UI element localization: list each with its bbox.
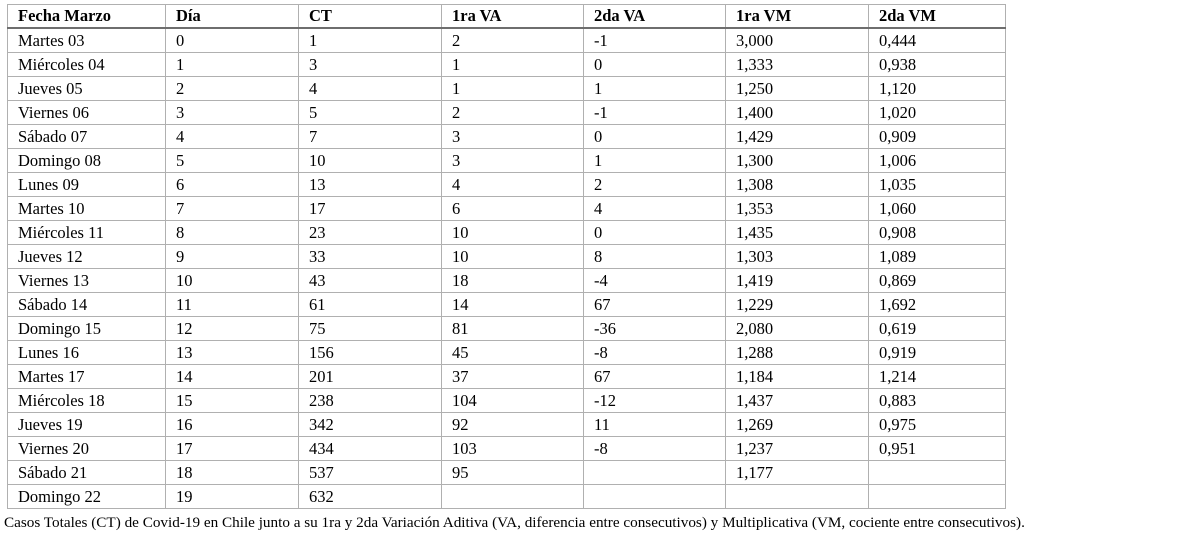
cell-dia: 1 bbox=[166, 53, 299, 77]
cell-vm1: 1,237 bbox=[726, 437, 869, 461]
cell-fecha: Jueves 05 bbox=[8, 77, 166, 101]
cell-va1: 1 bbox=[442, 53, 584, 77]
cell-vm2: 0,951 bbox=[869, 437, 1006, 461]
cell-dia: 5 bbox=[166, 149, 299, 173]
cell-dia: 16 bbox=[166, 413, 299, 437]
cell-va2: 11 bbox=[584, 413, 726, 437]
cell-dia: 0 bbox=[166, 28, 299, 53]
cell-vm1: 1,184 bbox=[726, 365, 869, 389]
cell-vm2: 0,908 bbox=[869, 221, 1006, 245]
cell-vm1: 3,000 bbox=[726, 28, 869, 53]
cell-dia: 18 bbox=[166, 461, 299, 485]
cell-fecha: Martes 17 bbox=[8, 365, 166, 389]
cell-vm1: 1,437 bbox=[726, 389, 869, 413]
cell-ct: 7 bbox=[299, 125, 442, 149]
cell-vm1: 1,429 bbox=[726, 125, 869, 149]
table-row bbox=[8, 245, 1006, 269]
cell-fecha: Sábado 21 bbox=[8, 461, 166, 485]
cell-vm1: 1,177 bbox=[726, 461, 869, 485]
table-row bbox=[8, 53, 1006, 77]
cell-fecha: Domingo 22 bbox=[8, 485, 166, 509]
cell-ct: 13 bbox=[299, 173, 442, 197]
table-row bbox=[8, 317, 1006, 341]
cell-va2: -1 bbox=[584, 28, 726, 53]
cell-vm1: 1,229 bbox=[726, 293, 869, 317]
table-row bbox=[8, 125, 1006, 149]
cell-va1: 95 bbox=[442, 461, 584, 485]
cell-fecha: Miércoles 18 bbox=[8, 389, 166, 413]
table-row bbox=[8, 77, 1006, 101]
table-row bbox=[8, 173, 1006, 197]
table-row bbox=[8, 293, 1006, 317]
cell-dia: 9 bbox=[166, 245, 299, 269]
cell-va2: -8 bbox=[584, 437, 726, 461]
cell-vm2: 1,035 bbox=[869, 173, 1006, 197]
cell-vm1: 1,288 bbox=[726, 341, 869, 365]
cell-vm2: 0,619 bbox=[869, 317, 1006, 341]
cell-va2 bbox=[584, 485, 726, 509]
cell-fecha: Martes 03 bbox=[8, 28, 166, 53]
cell-ct: 10 bbox=[299, 149, 442, 173]
cell-vm2: 0,975 bbox=[869, 413, 1006, 437]
cell-vm1 bbox=[726, 485, 869, 509]
cell-ct: 4 bbox=[299, 77, 442, 101]
cell-dia: 4 bbox=[166, 125, 299, 149]
cell-va1: 4 bbox=[442, 173, 584, 197]
cell-va2: 1 bbox=[584, 77, 726, 101]
cell-va2: 1 bbox=[584, 149, 726, 173]
cell-va2: 0 bbox=[584, 125, 726, 149]
cell-ct: 23 bbox=[299, 221, 442, 245]
column-header-va2: 2da VA bbox=[584, 5, 726, 29]
cell-dia: 2 bbox=[166, 77, 299, 101]
table-body bbox=[8, 28, 1006, 509]
column-header-vm2: 2da VM bbox=[869, 5, 1006, 29]
cell-fecha: Sábado 07 bbox=[8, 125, 166, 149]
cell-dia: 14 bbox=[166, 365, 299, 389]
covid-cases-table bbox=[7, 4, 1006, 509]
cell-va2: 0 bbox=[584, 221, 726, 245]
table-row bbox=[8, 389, 1006, 413]
cell-vm2: 1,006 bbox=[869, 149, 1006, 173]
cell-vm2: 0,938 bbox=[869, 53, 1006, 77]
table-caption: Casos Totales (CT) de Covid-19 en Chile junto a su 1ra y 2da Variación Aditiva (VA, diferencia entre consecutivos) y Multiplicativa (VM, cociente entre consecutivos). bbox=[4, 514, 1025, 531]
table-row bbox=[8, 221, 1006, 245]
cell-va1: 6 bbox=[442, 197, 584, 221]
cell-va2: 0 bbox=[584, 53, 726, 77]
cell-vm2 bbox=[869, 485, 1006, 509]
cell-va1: 37 bbox=[442, 365, 584, 389]
cell-va2: -36 bbox=[584, 317, 726, 341]
cell-va1 bbox=[442, 485, 584, 509]
cell-vm2: 1,060 bbox=[869, 197, 1006, 221]
cell-vm1: 1,300 bbox=[726, 149, 869, 173]
cell-fecha: Sábado 14 bbox=[8, 293, 166, 317]
cell-dia: 3 bbox=[166, 101, 299, 125]
cell-vm1: 1,308 bbox=[726, 173, 869, 197]
cell-dia: 7 bbox=[166, 197, 299, 221]
cell-va1: 14 bbox=[442, 293, 584, 317]
cell-va2: -8 bbox=[584, 341, 726, 365]
cell-dia: 8 bbox=[166, 221, 299, 245]
table-row bbox=[8, 485, 1006, 509]
cell-dia: 17 bbox=[166, 437, 299, 461]
cell-va2: 8 bbox=[584, 245, 726, 269]
cell-va1: 81 bbox=[442, 317, 584, 341]
cell-vm1: 1,353 bbox=[726, 197, 869, 221]
cell-vm1: 1,269 bbox=[726, 413, 869, 437]
cell-va1: 3 bbox=[442, 149, 584, 173]
cell-ct: 434 bbox=[299, 437, 442, 461]
table-row bbox=[8, 28, 1006, 53]
cell-va1: 10 bbox=[442, 221, 584, 245]
cell-ct: 5 bbox=[299, 101, 442, 125]
cell-va1: 2 bbox=[442, 28, 584, 53]
table-row bbox=[8, 269, 1006, 293]
column-header-va1: 1ra VA bbox=[442, 5, 584, 29]
cell-dia: 12 bbox=[166, 317, 299, 341]
cell-vm2: 1,089 bbox=[869, 245, 1006, 269]
cell-ct: 43 bbox=[299, 269, 442, 293]
cell-dia: 13 bbox=[166, 341, 299, 365]
cell-va1: 2 bbox=[442, 101, 584, 125]
table-row bbox=[8, 101, 1006, 125]
table-row bbox=[8, 413, 1006, 437]
cell-va1: 45 bbox=[442, 341, 584, 365]
table-row bbox=[8, 197, 1006, 221]
cell-ct: 17 bbox=[299, 197, 442, 221]
cell-va1: 103 bbox=[442, 437, 584, 461]
cell-va1: 92 bbox=[442, 413, 584, 437]
cell-va2: 2 bbox=[584, 173, 726, 197]
header-row bbox=[8, 5, 1006, 29]
cell-vm2: 1,120 bbox=[869, 77, 1006, 101]
column-header-dia: Día bbox=[166, 5, 299, 29]
cell-vm2: 1,692 bbox=[869, 293, 1006, 317]
cell-va2: 4 bbox=[584, 197, 726, 221]
cell-fecha: Viernes 13 bbox=[8, 269, 166, 293]
cell-va2: -1 bbox=[584, 101, 726, 125]
table-row bbox=[8, 341, 1006, 365]
cell-vm1: 1,435 bbox=[726, 221, 869, 245]
cell-va1: 10 bbox=[442, 245, 584, 269]
cell-dia: 10 bbox=[166, 269, 299, 293]
cell-va1: 3 bbox=[442, 125, 584, 149]
cell-fecha: Viernes 20 bbox=[8, 437, 166, 461]
cell-ct: 238 bbox=[299, 389, 442, 413]
table-row bbox=[8, 365, 1006, 389]
cell-fecha: Viernes 06 bbox=[8, 101, 166, 125]
cell-vm2: 0,444 bbox=[869, 28, 1006, 53]
cell-va2: -12 bbox=[584, 389, 726, 413]
table-row bbox=[8, 437, 1006, 461]
cell-va2: 67 bbox=[584, 365, 726, 389]
cell-fecha: Miércoles 04 bbox=[8, 53, 166, 77]
cell-vm1: 1,400 bbox=[726, 101, 869, 125]
cell-fecha: Domingo 15 bbox=[8, 317, 166, 341]
cell-ct: 342 bbox=[299, 413, 442, 437]
cell-dia: 6 bbox=[166, 173, 299, 197]
cell-fecha: Jueves 19 bbox=[8, 413, 166, 437]
cell-vm1: 1,303 bbox=[726, 245, 869, 269]
cell-va2 bbox=[584, 461, 726, 485]
table-row bbox=[8, 461, 1006, 485]
cell-dia: 15 bbox=[166, 389, 299, 413]
cell-va2: -4 bbox=[584, 269, 726, 293]
cell-vm2: 0,869 bbox=[869, 269, 1006, 293]
cell-vm2: 0,883 bbox=[869, 389, 1006, 413]
cell-vm2: 1,020 bbox=[869, 101, 1006, 125]
cell-ct: 61 bbox=[299, 293, 442, 317]
cell-ct: 156 bbox=[299, 341, 442, 365]
cell-fecha: Miércoles 11 bbox=[8, 221, 166, 245]
cell-ct: 3 bbox=[299, 53, 442, 77]
table-header bbox=[8, 5, 1006, 29]
cell-ct: 201 bbox=[299, 365, 442, 389]
cell-va2: 67 bbox=[584, 293, 726, 317]
cell-ct: 632 bbox=[299, 485, 442, 509]
column-header-vm1: 1ra VM bbox=[726, 5, 869, 29]
cell-fecha: Martes 10 bbox=[8, 197, 166, 221]
cell-vm2 bbox=[869, 461, 1006, 485]
cell-vm1: 1,250 bbox=[726, 77, 869, 101]
cell-fecha: Lunes 16 bbox=[8, 341, 166, 365]
cell-dia: 19 bbox=[166, 485, 299, 509]
cell-va1: 1 bbox=[442, 77, 584, 101]
cell-fecha: Lunes 09 bbox=[8, 173, 166, 197]
cell-fecha: Domingo 08 bbox=[8, 149, 166, 173]
cell-vm2: 1,214 bbox=[869, 365, 1006, 389]
cell-va1: 18 bbox=[442, 269, 584, 293]
cell-fecha: Jueves 12 bbox=[8, 245, 166, 269]
cell-ct: 75 bbox=[299, 317, 442, 341]
cell-dia: 11 bbox=[166, 293, 299, 317]
cell-vm1: 1,419 bbox=[726, 269, 869, 293]
column-header-fecha: Fecha Marzo bbox=[8, 5, 166, 29]
cell-vm1: 1,333 bbox=[726, 53, 869, 77]
cell-ct: 33 bbox=[299, 245, 442, 269]
cell-va1: 104 bbox=[442, 389, 584, 413]
cell-ct: 537 bbox=[299, 461, 442, 485]
column-header-ct: CT bbox=[299, 5, 442, 29]
cell-vm1: 2,080 bbox=[726, 317, 869, 341]
table-row bbox=[8, 149, 1006, 173]
cell-vm2: 0,909 bbox=[869, 125, 1006, 149]
cell-vm2: 0,919 bbox=[869, 341, 1006, 365]
cell-ct: 1 bbox=[299, 28, 442, 53]
